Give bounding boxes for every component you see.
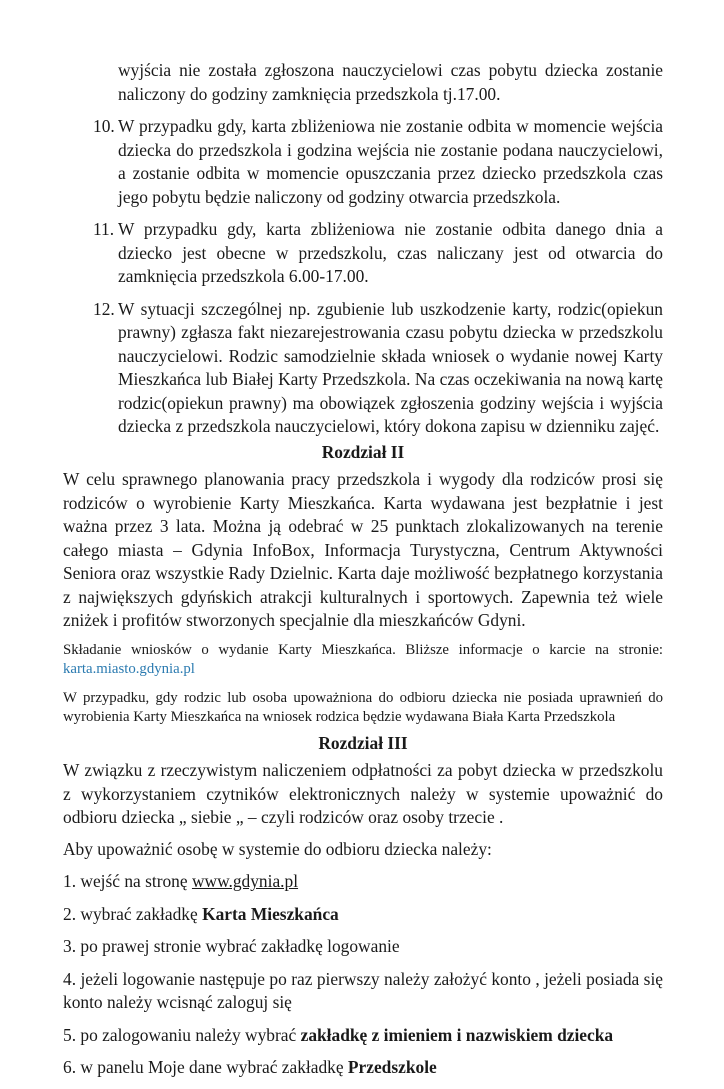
- list-item-11: [63, 218, 663, 289]
- step-4: 4. jeżeli logowanie następuje po raz pierwszy należy założyć konto , jeżeli posiada się konto należy wcisnąć zaloguj się: [63, 968, 663, 1012]
- chapter-2-heading: Rozdział II: [321, 441, 405, 462]
- chapter-3-heading: Rozdział III: [318, 732, 408, 753]
- chapter-2-paragraph: W celu sprawnego planowania pracy przedszkola i wygody dla rodziców prosi się rodziców o wyrobienie Karty Mieszkańca. Karta wydawana jest bezpłatnie i jest ważna przez 3 lata. Można ją odebrać w 25 punktach zlokalizowanych na terenie całego miasta – Gdynia InfoBox, Informacja Turystyczna, Centrum Aktywności Seniora oraz wszystkie Rady Dzielnic. Karta daje możliwość bezpłatnego korzystania z największych gdyńskich atrakcji kulturalnych i sportowych. Zapewnia też wiele zniżek i profitów stworzonych specjalnie dla mieszkańców Gdyni.: [63, 469, 663, 630]
- list-number: 11.: [93, 219, 115, 239]
- step-text: 1. wejść na stronę: [63, 871, 192, 891]
- chapter-3-paragraph: W związku z rzeczywistym naliczeniem odpłatności za pobyt dziecka w przedszkolu z wykorzystaniem czytników elektronicznych należy w systemie upoważnić do odbioru dziecka „ siebie „ – czyli rodziców oraz osoby trzecie .: [63, 760, 663, 827]
- step-text: 5. po zalogowaniu należy wybrać: [63, 1024, 301, 1045]
- list-number: 10.: [93, 116, 115, 136]
- step-2: [63, 903, 663, 927]
- karta-info-text: Składanie wniosków o wydanie Karty Mieszkańca. Bliższe informacje o karcie na stronie:: [63, 641, 663, 658]
- step-text: 2. wybrać zakładkę: [63, 903, 203, 924]
- step-bold: zakładkę z imieniem i nazwiskiem dziecka: [300, 1024, 614, 1045]
- karta-link[interactable]: karta.miasto.gdynia.pl: [63, 661, 195, 677]
- list-item-text: W sytuacji szczególnej np. zgubienie lub uszkodzenie karty, rodzic(opiekun prawny) zgłasza fakt niezarejestrowania czasu pobytu dziecka w przedszkolu nauczycielowi. Rodzic samodzielnie składa wniosek o wydanie nowej Karty Mieszkańca lub Białej Karty Przedszkola. Na czas oczekiwania na nową kartę rodzic(opiekun prawny) ma obowiązek zgłoszenia godziny wejścia i wyjścia dziecka z przedszkola nauczycielowi, który dokona zapisu w dzienniku zajęć.: [118, 298, 663, 436]
- steps-intro: Aby upoważnić osobę w systemie do odbioru dziecka należy:: [63, 838, 492, 859]
- list-item-text: W przypadku gdy, karta zbliżeniowa nie zostanie odbita w momencie wejścia dziecka do przedszkola i godzina wejścia nie zostanie podana nauczycielowi, a zostanie odbita w momencie opuszczania przez dziecko przedszkola czas jego pobytu będzie naliczony od godziny otwarcia przedszkola.: [118, 116, 663, 207]
- list-item-10: [63, 115, 663, 209]
- step-bold: Karta Mieszkańca: [202, 903, 339, 924]
- step-3: 3. po prawej stronie wybrać zakładkę logowanie: [63, 936, 400, 956]
- step-5: [63, 1024, 663, 1048]
- step-6: [63, 1056, 663, 1080]
- gdynia-link[interactable]: www.gdynia.pl: [191, 871, 299, 891]
- biala-karta-note: W przypadku, gdy rodzic lub osoba upoważniona do odbioru dziecka nie posiada uprawnień do wyrobienia Karty Mieszkańca na wniosek rodzica będzie wydawana Biała Karta Przedszkola: [63, 689, 663, 725]
- step-text: 6. w panelu Moje dane wybrać zakładkę: [63, 1057, 348, 1077]
- item-9-continuation: wyjścia nie została zgłoszona nauczycielowi czas pobytu dziecka zostanie naliczony do godziny zamknięcia przedszkola tj.17.00.: [118, 60, 663, 104]
- list-item-12: [63, 298, 663, 439]
- list-number: 12.: [93, 298, 115, 319]
- list-item-text: W przypadku gdy, karta zbliżeniowa nie zostanie odbita danego dnia a dziecko jest obecne w przedszkolu, czas naliczany jest od otwarcia do zamknięcia przedszkola 6.00-17.00.: [118, 219, 663, 286]
- karta-info-note: [63, 641, 663, 680]
- step-1: [63, 870, 663, 894]
- step-bold: Przedszkole: [347, 1057, 437, 1077]
- document-page: [63, 59, 663, 1089]
